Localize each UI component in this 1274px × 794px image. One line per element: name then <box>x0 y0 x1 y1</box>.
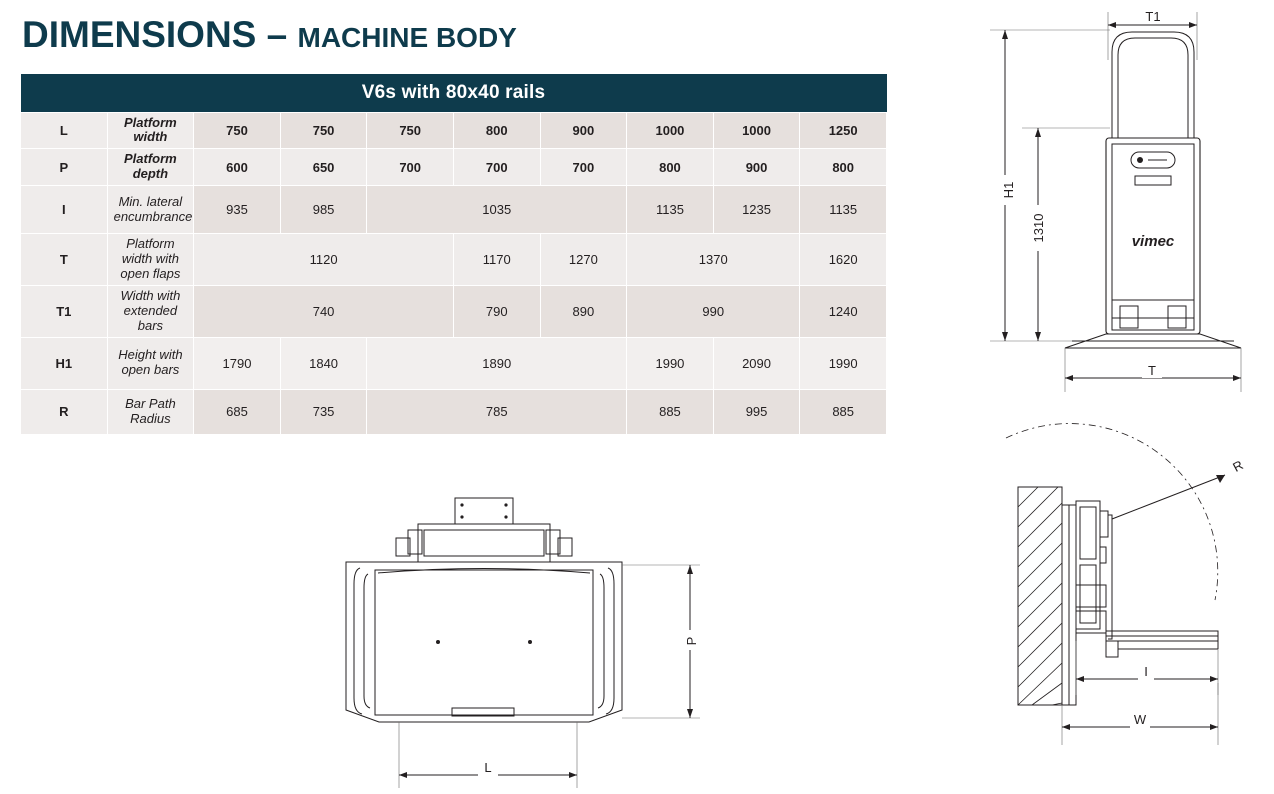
cell-value: 1370 <box>627 234 800 286</box>
cell-value: 1135 <box>800 186 887 234</box>
dimensions-table <box>20 74 887 435</box>
brand-logo-text: vimec <box>1131 233 1175 250</box>
cell-value: 1990 <box>800 337 887 389</box>
page-title <box>22 14 517 56</box>
side-elevation-drawing <box>960 415 1274 794</box>
top-dim-l-label: L <box>484 760 492 775</box>
row-label: Bar Path Radius <box>107 389 194 434</box>
page-title-main: DIMENSIONS – <box>22 14 298 55</box>
cell-value: 1890 <box>367 337 627 389</box>
cell-value: 685 <box>194 389 281 434</box>
cell-value: 1135 <box>627 186 714 234</box>
cell-value: 1620 <box>800 234 887 286</box>
cell-value: 700 <box>367 149 454 186</box>
row-code: P <box>21 149 108 186</box>
cell-value: 1840 <box>280 337 367 389</box>
cell-value: 700 <box>540 149 627 186</box>
table-row <box>21 149 887 186</box>
row-label: Platform depth <box>107 149 194 186</box>
cell-value: 1000 <box>627 112 714 149</box>
cell-value: 890 <box>540 286 627 338</box>
front-dim-t-label: T <box>1148 363 1156 378</box>
row-code: T1 <box>21 286 108 338</box>
cell-value: 785 <box>367 389 627 434</box>
table-row <box>21 389 887 434</box>
cell-value: 740 <box>194 286 454 338</box>
cell-value: 750 <box>194 112 281 149</box>
cell-value: 750 <box>280 112 367 149</box>
cell-value: 800 <box>627 149 714 186</box>
table-row <box>21 234 887 286</box>
cell-value: 900 <box>713 149 800 186</box>
cell-value: 995 <box>713 389 800 434</box>
table-header-row <box>21 74 887 112</box>
row-label: Platform width with open flaps <box>107 234 194 286</box>
table-row <box>21 186 887 234</box>
dimensions-table-wrapper <box>20 74 887 435</box>
cell-value: 1120 <box>194 234 454 286</box>
front-dim-h1-label: H1 <box>1001 181 1016 199</box>
side-dim-r-label: R <box>1230 457 1246 475</box>
cell-value: 650 <box>280 149 367 186</box>
top-plan-drawing <box>300 470 730 794</box>
row-code: T <box>21 234 108 286</box>
cell-value: 1790 <box>194 337 281 389</box>
cell-value: 1250 <box>800 112 887 149</box>
cell-value: 885 <box>800 389 887 434</box>
cell-value: 750 <box>367 112 454 149</box>
top-dim-p-label: P <box>684 636 699 646</box>
cell-value: 900 <box>540 112 627 149</box>
front-dim-t1-label: T1 <box>1145 9 1161 24</box>
cell-value: 790 <box>453 286 540 338</box>
front-elevation-drawing <box>960 0 1274 405</box>
cell-value: 1235 <box>713 186 800 234</box>
table-row <box>21 337 887 389</box>
side-dim-w-label: W <box>1133 712 1147 727</box>
cell-value: 1240 <box>800 286 887 338</box>
cell-value: 600 <box>194 149 281 186</box>
cell-value: 985 <box>280 186 367 234</box>
cell-value: 990 <box>627 286 800 338</box>
row-label: Min. lateral encumbrance <box>107 186 194 234</box>
row-label: Platform width <box>107 112 194 149</box>
cell-value: 1270 <box>540 234 627 286</box>
cell-value: 1035 <box>367 186 627 234</box>
cell-value: 800 <box>800 149 887 186</box>
cell-value: 700 <box>453 149 540 186</box>
cell-value: 1000 <box>713 112 800 149</box>
cell-value: 1170 <box>453 234 540 286</box>
row-code: L <box>21 112 108 149</box>
cell-value: 735 <box>280 389 367 434</box>
row-label: Height with open bars <box>107 337 194 389</box>
cell-value: 1990 <box>627 337 714 389</box>
row-code: R <box>21 389 108 434</box>
table-header-title: V6s with 80x40 rails <box>21 74 887 112</box>
front-dim-1310-label: 1310 <box>1031 213 1046 243</box>
table-row <box>21 286 887 338</box>
row-code: I <box>21 186 108 234</box>
cell-value: 800 <box>453 112 540 149</box>
cell-value: 2090 <box>713 337 800 389</box>
row-code: H1 <box>21 337 108 389</box>
row-label: Width with extended bars <box>107 286 194 338</box>
cell-value: 885 <box>627 389 714 434</box>
cell-value: 935 <box>194 186 281 234</box>
page-title-sub: MACHINE BODY <box>297 22 517 53</box>
side-dim-i-label: I <box>1144 664 1148 679</box>
table-row <box>21 112 887 149</box>
